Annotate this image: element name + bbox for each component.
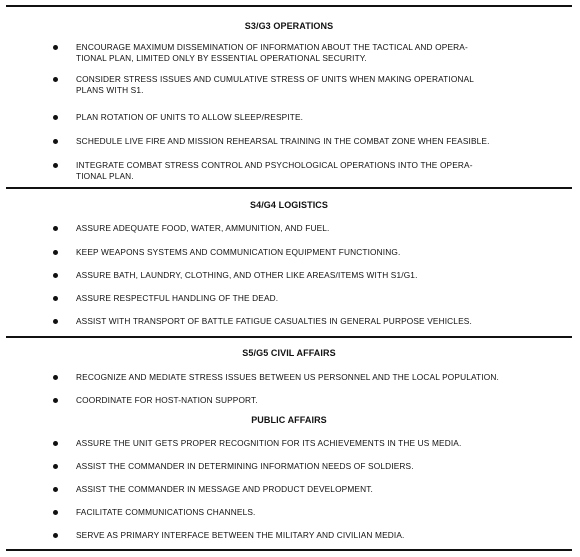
bullet: [53, 45, 58, 50]
section-title-operations: S3/G3 OPERATIONS: [244, 21, 334, 31]
bullet: [53, 296, 58, 301]
list-item-line: PLAN ROTATION OF UNITS TO ALLOW SLEEP/RESPITE.: [76, 112, 304, 122]
bullet: [53, 226, 58, 231]
bullet: [53, 510, 58, 515]
list-item-line: ASSURE ADEQUATE FOOD, WATER, AMMUNITION, AND FUEL.: [76, 223, 330, 233]
list-item-line: SCHEDULE LIVE FIRE AND MISSION REHEARSAL TRAINING IN THE COMBAT ZONE WHEN FEASIBLE.: [76, 136, 490, 146]
document-page: [6, 5, 572, 552]
list-item-line: PLANS WITH S1.: [76, 85, 144, 95]
list-item-line: ASSURE BATH, LAUNDRY, CLOTHING, AND OTHER LIKE AREAS/ITEMS WITH S1/G1.: [76, 270, 418, 280]
bullet: [53, 464, 58, 469]
list-item-line: SERVE AS PRIMARY INTERFACE BETWEEN THE MILITARY AND CIVILIAN MEDIA.: [76, 530, 405, 540]
list-item-line: TIONAL PLAN.: [76, 171, 134, 181]
bullet: [53, 319, 58, 324]
list-item-line: COORDINATE FOR HOST-NATION SUPPORT.: [76, 395, 258, 405]
list-item-line: RECOGNIZE AND MEDIATE STRESS ISSUES BETWEEN US PERSONNEL AND THE LOCAL POPULATION.: [76, 372, 499, 382]
bullet: [53, 441, 58, 446]
list-item-line: TIONAL PLAN, LIMITED ONLY BY ESSENTIAL OPERATIONAL SECURITY.: [76, 53, 367, 63]
list-item-line: ASSIST THE COMMANDER IN MESSAGE AND PRODUCT DEVELOPMENT.: [76, 484, 373, 494]
bullet: [53, 139, 58, 144]
top-rule: [6, 5, 572, 7]
bullet: [53, 115, 58, 120]
list-item-line: FACILITATE COMMUNICATIONS CHANNELS.: [76, 507, 256, 517]
section-title-logistics: S4/G4 LOGISTICS: [249, 200, 329, 210]
bullet: [53, 163, 58, 168]
bullet: [53, 250, 58, 255]
bullet: [53, 273, 58, 278]
section-title-public-affairs: PUBLIC AFFAIRS: [251, 415, 327, 425]
list-item-line: ASSURE THE UNIT GETS PROPER RECOGNITION FOR ITS ACHIEVEMENTS IN THE US MEDIA.: [76, 438, 462, 448]
bullet: [53, 398, 58, 403]
section-divider: [6, 187, 572, 189]
section-divider: [6, 336, 572, 338]
bullet: [53, 487, 58, 492]
list-item-line: ASSURE RESPECTFUL HANDLING OF THE DEAD.: [76, 293, 279, 303]
list-item-line: ASSIST THE COMMANDER IN DETERMINING INFORMATION NEEDS OF SOLDIERS.: [76, 461, 414, 471]
list-item-line: KEEP WEAPONS SYSTEMS AND COMMUNICATION EQUIPMENT FUNCTIONING.: [76, 247, 401, 257]
list-item-line: ENCOURAGE MAXIMUM DISSEMINATION OF INFORMATION ABOUT THE TACTICAL AND OPERA-: [76, 42, 468, 52]
section-title-civil-affairs: S5/G5 CIVIL AFFAIRS: [242, 348, 336, 358]
bottom-rule: [6, 549, 572, 551]
list-item-line: INTEGRATE COMBAT STRESS CONTROL AND PSYCHOLOGICAL OPERATIONS INTO THE OPERA-: [76, 160, 473, 170]
bullet: [53, 533, 58, 538]
list-item-line: CONSIDER STRESS ISSUES AND CUMULATIVE STRESS OF UNITS WHEN MAKING OPERATIONAL: [76, 74, 475, 84]
bullet: [53, 77, 58, 82]
list-item-line: ASSIST WITH TRANSPORT OF BATTLE FATIGUE CASUALTIES IN GENERAL PURPOSE VEHICLES.: [76, 316, 472, 326]
bullet: [53, 375, 58, 380]
